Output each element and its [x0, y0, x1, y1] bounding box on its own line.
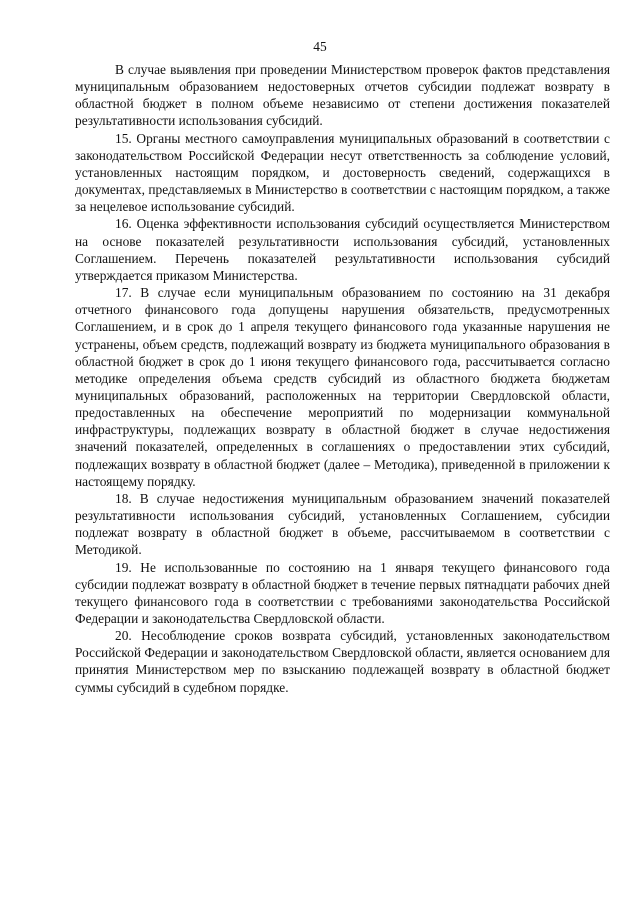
page-number: 45 [313, 39, 327, 54]
document-body [75, 61, 610, 696]
paragraph-false-reports-refund: В случае выявления при проведении Министерством проверок фактов представления муниципальным образованием недостоверных отчетов субсидии подлежат возврату в областной бюджет в полном объеме независимо от степени достижения показателей результативности использования субсидий. [75, 62, 610, 129]
paragraph-15-responsibility: 15. Органы местного самоуправления муниципальных образований в соответствии с законодательством Российской Федерации несут ответственность за соблюдение условий, установленных настоящим порядком, и достоверность сведений, содержащихся в документах, представляемых в Министерство в соответствии с настоящим порядком, а также за нецелевое использование субсидий. [75, 130, 610, 215]
paragraph-17-obligation-violations: 17. В случае если муниципальным образованием по состоянию на 31 декабря отчетного финансового года допущены нарушения обязательств, предусмотренных Соглашением, и в срок до 1 апреля текущего финансового года указанные нарушения не устранены, объем средств, подлежащий возврату из бюджета муниципального образования в областной бюджет в срок до 1 июня текущего финансового года, рассчитывается согласно методике определения объема средств субсидий из областного бюджета бюджетам муниципальных образований, расположенных на территории Свердловской области, предоставленных на обеспечение мероприятий по модернизации коммунальной инфраструктуры, подлежащих возврату в областной бюджет в случае недостижения значений показателей, определенных в соглашениях о предоставлении этих субсидий, подлежащих возврату в областной бюджет (далее – Методика), приведенной в приложении к настоящему порядку. [75, 285, 610, 489]
paragraph-16-efficiency-evaluation: 16. Оценка эффективности использования субсидий осуществляется Министерством на основе показателей результативности использования субсидий, установленных Соглашением. Перечень показателей результативности использования субсидий утверждается приказом Министерства. [75, 216, 610, 283]
paragraph-19-unused-subsidies: 19. Не использованные по состоянию на 1 января текущего финансового года субсидии подлежат возврату в областной бюджет в течение первых пятнадцати рабочих дней текущего финансового года в соответствии с требованиями законодательства Российской Федерации и законодательства Свердловской области. [75, 559, 610, 626]
paragraph-18-indicators-not-achieved: 18. В случае недостижения муниципальным образованием значений показателей результативности использования субсидий, установленных Соглашением, субсидии подлежат возврату в областной бюджет в объеме, рассчитываемом в соответствии с Методикой. [75, 490, 610, 558]
paragraph-20-refund-deadlines: 20. Несоблюдение сроков возврата субсидий, установленных законодательством Российской Федерации и законодательством Свердловской области, является основанием для принятия Министерством мер по взысканию подлежащей возврату в областной бюджет суммы субсидий в судебном порядке. [75, 628, 610, 695]
